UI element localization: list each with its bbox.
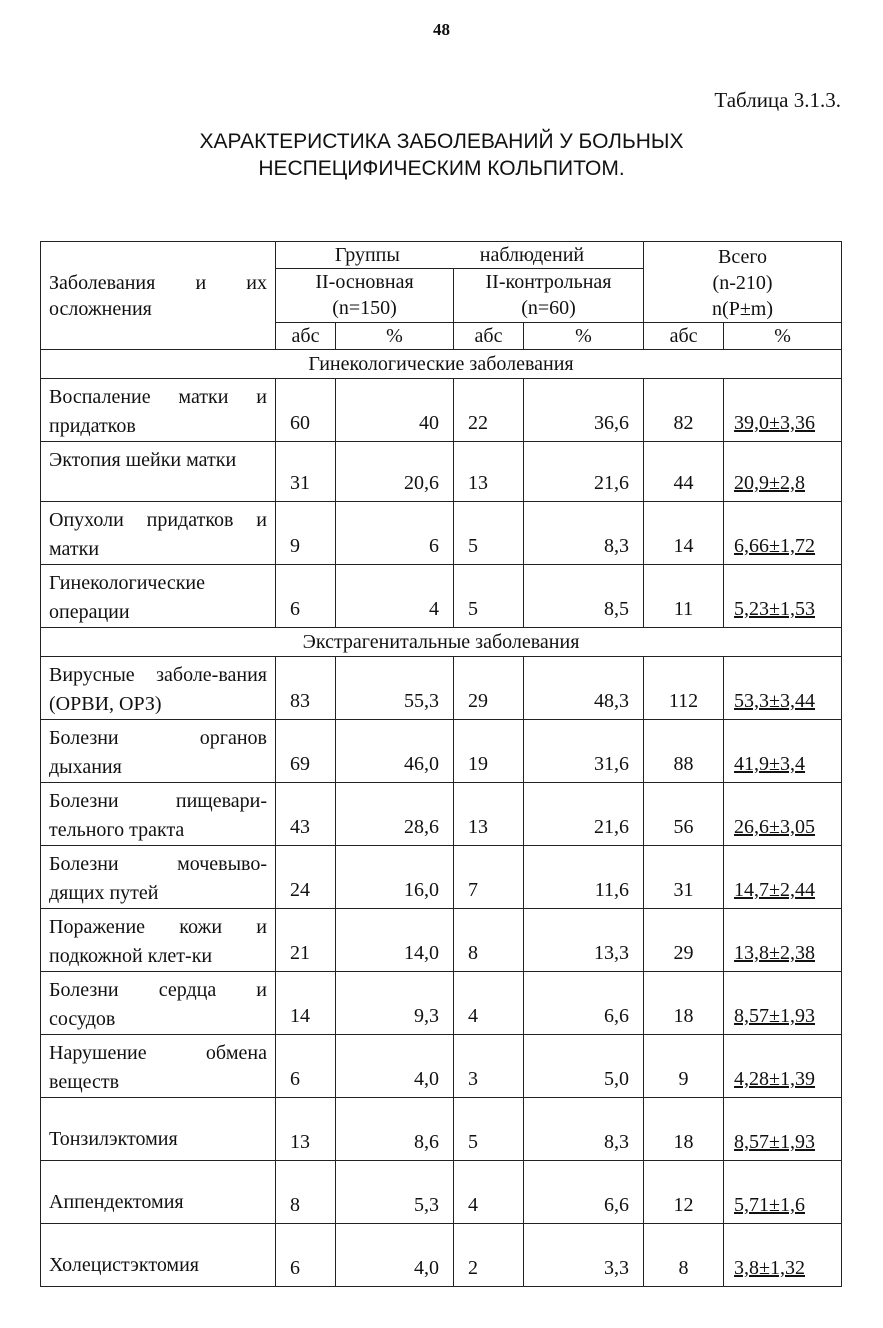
row-ctrl-abs: 22	[454, 379, 524, 442]
header-total-line1: Всего	[718, 246, 768, 268]
row-main-pct: 5,3	[336, 1161, 454, 1224]
row-ctrl-pct: 11,6	[524, 846, 644, 909]
header-groups-word1: Группы	[334, 244, 400, 266]
row-total-abs: 88	[644, 720, 724, 783]
header-total	[644, 242, 842, 323]
row-main-abs: 6	[276, 1224, 336, 1287]
row-total-abs: 12	[644, 1161, 724, 1224]
header-disease: Заболевания и их осложнения	[41, 242, 276, 350]
row-total-pct: 5,71±1,6	[724, 1161, 842, 1224]
row-main-abs: 9	[276, 502, 336, 565]
row-total-pct: 6,66±1,72	[724, 502, 842, 565]
row-ctrl-pct: 6,6	[524, 1161, 644, 1224]
header-groups-word2: наблюдений	[479, 244, 585, 266]
row-ctrl-pct: 8,5	[524, 565, 644, 628]
row-main-abs: 69	[276, 720, 336, 783]
row-name: Болезни мочевыво-дящих путей	[41, 846, 276, 909]
table-row	[41, 565, 842, 628]
row-main-pct: 16,0	[336, 846, 454, 909]
table-row	[41, 442, 842, 502]
row-name: Болезни сердца и сосудов	[41, 972, 276, 1035]
header-main-group-n: (n=150)	[332, 297, 397, 320]
table-title	[0, 128, 883, 182]
row-ctrl-abs: 13	[454, 783, 524, 846]
table-row	[41, 379, 842, 442]
unit-main-pct: %	[336, 323, 454, 350]
row-main-abs: 8	[276, 1161, 336, 1224]
row-total-abs: 18	[644, 1098, 724, 1161]
table-row	[41, 1035, 842, 1098]
unit-ctrl-abs: абс	[454, 323, 524, 350]
row-main-abs: 31	[276, 442, 336, 502]
row-ctrl-pct: 3,3	[524, 1224, 644, 1287]
title-line-1: ХАРАКТЕРИСТИКА ЗАБОЛЕВАНИЙ У БОЛЬНЫХ	[199, 130, 684, 153]
row-total-abs: 11	[644, 565, 724, 628]
row-total-pct: 41,9±3,4	[724, 720, 842, 783]
header-main-group	[276, 269, 454, 323]
row-main-abs: 83	[276, 657, 336, 720]
row-name: Эктопия шейки матки	[41, 442, 276, 502]
row-ctrl-abs: 2	[454, 1224, 524, 1287]
row-name: Болезни органов дыхания	[41, 720, 276, 783]
row-main-abs: 24	[276, 846, 336, 909]
row-name: Опухоли придатков и матки	[41, 502, 276, 565]
row-total-abs: 9	[644, 1035, 724, 1098]
row-main-pct: 4,0	[336, 1035, 454, 1098]
row-name: Тонзилэктомия	[41, 1098, 276, 1161]
row-main-abs: 6	[276, 1035, 336, 1098]
row-ctrl-abs: 7	[454, 846, 524, 909]
disease-table	[40, 241, 842, 1287]
row-ctrl-pct: 5,0	[524, 1035, 644, 1098]
unit-main-abs: абс	[276, 323, 336, 350]
row-name: Нарушение обмена веществ	[41, 1035, 276, 1098]
row-main-pct: 40	[336, 379, 454, 442]
header-control-group-label: II-контрольная	[485, 271, 612, 294]
row-main-abs: 43	[276, 783, 336, 846]
row-ctrl-pct: 8,3	[524, 502, 644, 565]
row-total-abs: 82	[644, 379, 724, 442]
row-main-pct: 55,3	[336, 657, 454, 720]
unit-total-abs: абс	[644, 323, 724, 350]
row-ctrl-abs: 5	[454, 565, 524, 628]
row-main-pct: 46,0	[336, 720, 454, 783]
row-main-abs: 6	[276, 565, 336, 628]
row-total-pct: 13,8±2,38	[724, 909, 842, 972]
row-ctrl-pct: 31,6	[524, 720, 644, 783]
row-main-pct: 4,0	[336, 1224, 454, 1287]
row-total-pct: 4,28±1,39	[724, 1035, 842, 1098]
row-total-pct: 8,57±1,93	[724, 1098, 842, 1161]
header-total-line2: (n-210)	[712, 272, 773, 294]
table-row	[41, 720, 842, 783]
header-main-group-label: II-основная	[315, 271, 414, 294]
title-line-2: НЕСПЕЦИФИЧЕСКИМ КОЛЬПИТОМ.	[258, 157, 625, 180]
row-main-abs: 13	[276, 1098, 336, 1161]
table-row	[41, 783, 842, 846]
row-ctrl-abs: 4	[454, 972, 524, 1035]
unit-ctrl-pct: %	[524, 323, 644, 350]
row-total-pct: 5,23±1,53	[724, 565, 842, 628]
table-row	[41, 502, 842, 565]
header-total-line3: n(P±m)	[712, 298, 774, 320]
row-ctrl-abs: 8	[454, 909, 524, 972]
row-main-pct: 6	[336, 502, 454, 565]
row-ctrl-pct: 36,6	[524, 379, 644, 442]
row-total-pct: 39,0±3,36	[724, 379, 842, 442]
row-ctrl-pct: 13,3	[524, 909, 644, 972]
table-row	[41, 1224, 842, 1287]
header-control-group	[454, 269, 644, 323]
table-label: Таблица 3.1.3.	[714, 88, 841, 112]
section-gynecological-label: Гинекологические заболевания	[41, 350, 842, 379]
row-ctrl-pct: 48,3	[524, 657, 644, 720]
header-groups	[276, 242, 644, 269]
row-total-abs: 14	[644, 502, 724, 565]
row-ctrl-abs: 4	[454, 1161, 524, 1224]
row-name: Вирусные заболе-вания (ОРВИ, ОРЗ)	[41, 657, 276, 720]
row-name: Поражение кожи и подкожной клет-ки	[41, 909, 276, 972]
row-ctrl-pct: 8,3	[524, 1098, 644, 1161]
table-row	[41, 1098, 842, 1161]
section-gynecological	[41, 350, 842, 379]
row-ctrl-pct: 6,6	[524, 972, 644, 1035]
row-name: Воспаление матки и придатков	[41, 379, 276, 442]
row-main-abs: 21	[276, 909, 336, 972]
row-total-pct: 8,57±1,93	[724, 972, 842, 1035]
row-total-abs: 18	[644, 972, 724, 1035]
row-main-pct: 8,6	[336, 1098, 454, 1161]
row-main-pct: 28,6	[336, 783, 454, 846]
row-ctrl-abs: 3	[454, 1035, 524, 1098]
table-row	[41, 1161, 842, 1224]
row-main-pct: 9,3	[336, 972, 454, 1035]
row-ctrl-abs: 5	[454, 502, 524, 565]
row-ctrl-abs: 5	[454, 1098, 524, 1161]
header-control-group-n: (n=60)	[521, 297, 576, 320]
row-main-pct: 14,0	[336, 909, 454, 972]
section-extragenital	[41, 628, 842, 657]
table-row	[41, 909, 842, 972]
row-total-abs: 112	[644, 657, 724, 720]
table-row	[41, 972, 842, 1035]
row-total-pct: 20,9±2,8	[724, 442, 842, 502]
row-total-abs: 31	[644, 846, 724, 909]
row-total-pct: 26,6±3,05	[724, 783, 842, 846]
row-main-abs: 60	[276, 379, 336, 442]
row-ctrl-abs: 29	[454, 657, 524, 720]
row-main-pct: 20,6	[336, 442, 454, 502]
row-total-abs: 56	[644, 783, 724, 846]
header-row-groups	[41, 242, 842, 269]
row-name: Болезни пищевари-тельного тракта	[41, 783, 276, 846]
row-total-pct: 3,8±1,32	[724, 1224, 842, 1287]
row-name: Гинекологические операции	[41, 565, 276, 628]
row-ctrl-abs: 13	[454, 442, 524, 502]
row-main-abs: 14	[276, 972, 336, 1035]
row-ctrl-pct: 21,6	[524, 783, 644, 846]
row-total-abs: 8	[644, 1224, 724, 1287]
row-total-pct: 14,7±2,44	[724, 846, 842, 909]
row-name: Холецистэктомия	[41, 1224, 276, 1287]
section-extragenital-label: Экстрагенитальные заболевания	[41, 628, 842, 657]
row-ctrl-abs: 19	[454, 720, 524, 783]
table-row	[41, 657, 842, 720]
table-row	[41, 846, 842, 909]
row-total-abs: 44	[644, 442, 724, 502]
unit-total-pct: %	[724, 323, 842, 350]
row-name: Аппендектомия	[41, 1161, 276, 1224]
row-ctrl-pct: 21,6	[524, 442, 644, 502]
page-number: 48	[433, 20, 450, 39]
row-total-pct: 53,3±3,44	[724, 657, 842, 720]
row-total-abs: 29	[644, 909, 724, 972]
table-body	[41, 242, 842, 1287]
row-main-pct: 4	[336, 565, 454, 628]
